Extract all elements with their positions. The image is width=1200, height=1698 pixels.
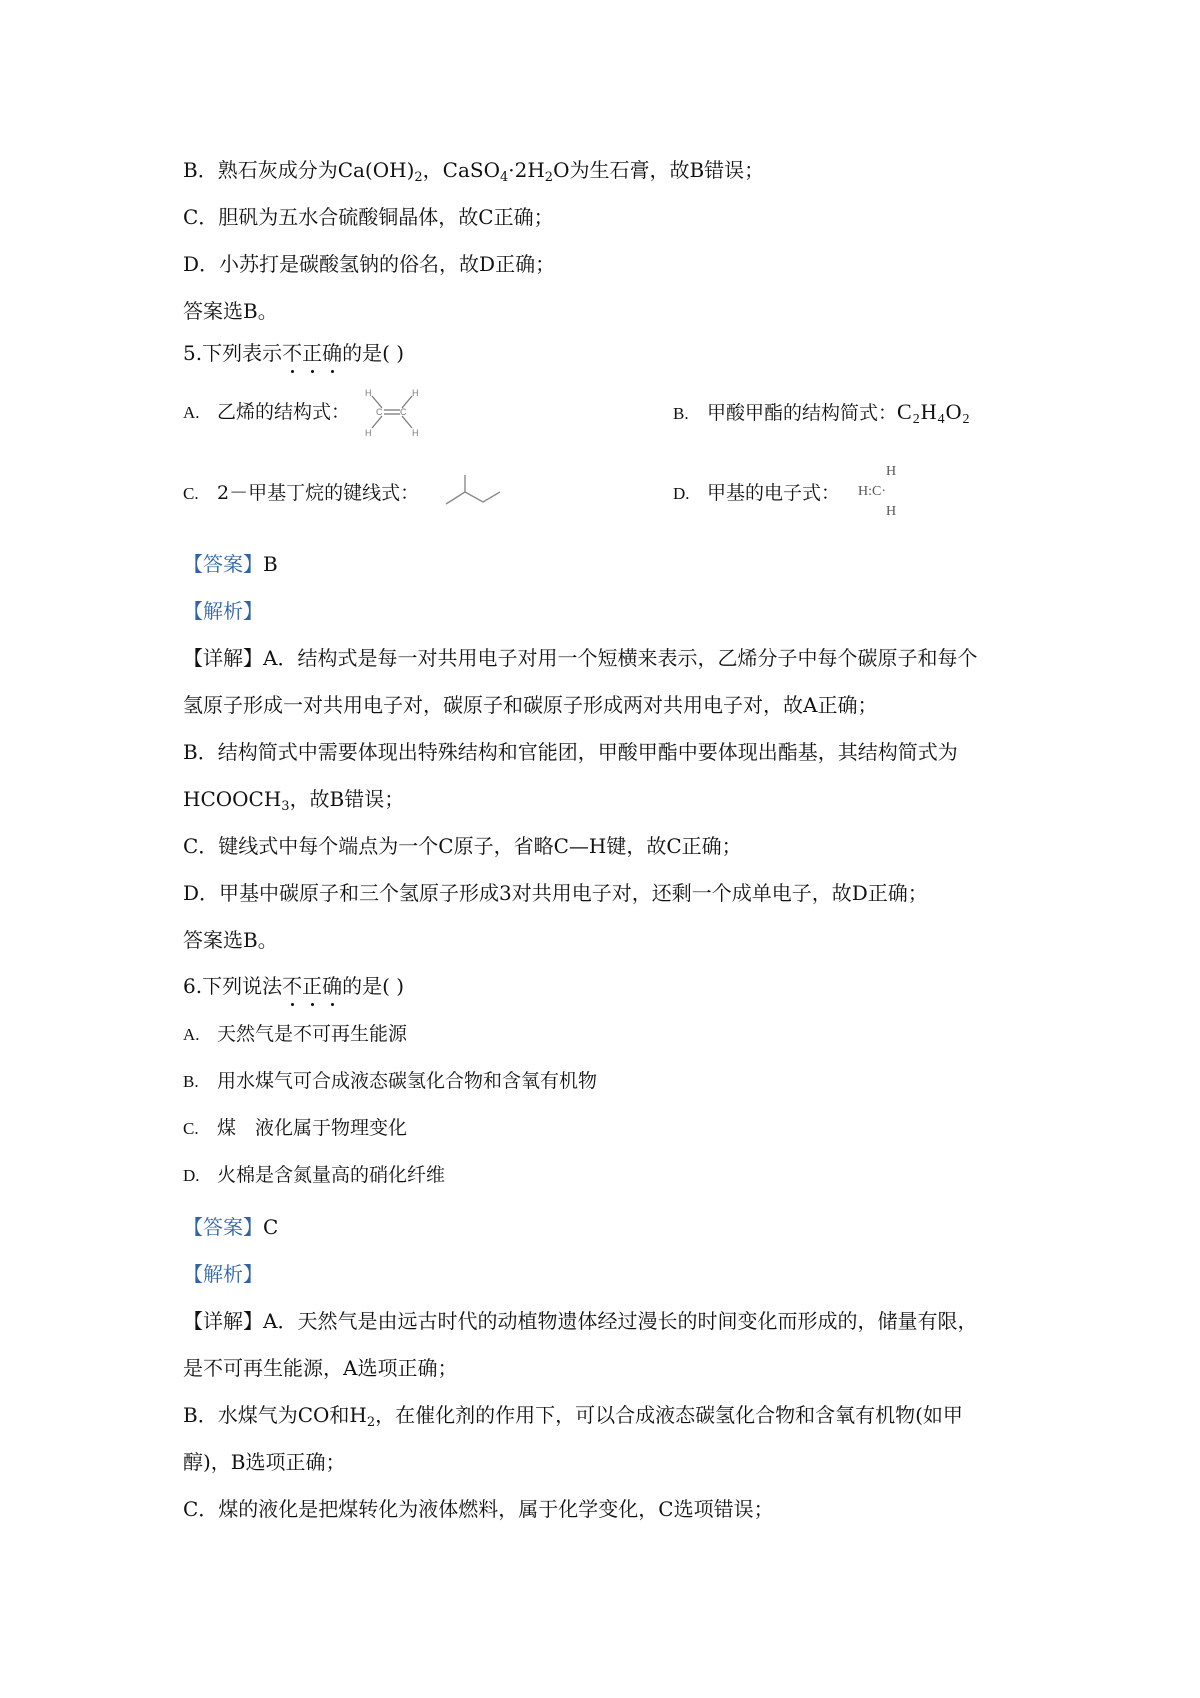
q6-detail-line-4: 醇)，B选项正确； (183, 1450, 346, 1474)
svg-text:C: C (400, 407, 407, 417)
q5-detail-line-3: B．结构简式中需要体现出特殊结构和官能团，甲酸甲酯中要体现出酯基，其结构简式为 (183, 740, 958, 764)
q4-option-d-explanation: D．小苏打是碳酸氢钠的俗名，故D正确； (183, 252, 556, 276)
svg-text:C: C (376, 407, 383, 417)
answer-tag: 【答案】 (183, 1215, 263, 1239)
q5-detail-line-4: $HCOOCH_3$，故B错误； (183, 787, 405, 814)
answer-tag: 【答案】 (183, 552, 263, 576)
q5-answer: 【答案】B (183, 552, 278, 576)
q6-option-a: A. 天然气是不可再生能源 (183, 1023, 408, 1045)
q5-detail-line-6: D．甲基中碳原子和三个氢原子形成3对共用电子对，还剩一个成单电子，故D正确； (183, 881, 928, 905)
detail-tag: 【详解】 (183, 1309, 263, 1333)
emphasis-dot-char: 正 (302, 341, 323, 365)
q5-stem: 5.下列表示不正确的是( ) (183, 341, 405, 365)
q6-detail-line-2: 是不可再生能源，A选项正确； (183, 1356, 458, 1380)
analysis-tag: 【解析】 (183, 1262, 263, 1286)
q5-detail-line-1: 【详解】A．结构式是每一对共用电子对用一个短横来表示，乙烯分子中每个碳原子和每个 (183, 646, 978, 670)
q5-answer-conclusion: 答案选B。 (183, 928, 278, 952)
svg-text:H: H (365, 428, 372, 438)
methylbutane-skeletal-formula-image (443, 472, 503, 510)
q4-answer-conclusion: 答案选B。 (183, 299, 278, 323)
svg-text:H: H (412, 388, 419, 398)
electron-formula-top-h: H (885, 464, 897, 479)
q5-option-d: D. 甲基的电子式： (673, 482, 841, 504)
q6-option-b: B. 用水煤气可合成液态碳氢化合物和含氧有机物 (183, 1070, 598, 1092)
methyl-electron-formula-image (858, 462, 910, 524)
q5-option-a: A. 乙烯的结构式： (183, 401, 351, 423)
detail-tag: 【详解】 (183, 646, 263, 670)
q5-analysis-heading (183, 597, 263, 625)
ethylene-structural-formula-image (356, 384, 430, 440)
q6-detail-line-5: C．煤的液化是把煤转化为液体燃料，属于化学变化，C选项错误； (183, 1497, 774, 1521)
molecular-formula: $C_2H_4O_2$ (897, 399, 971, 427)
q5-detail-line-5: C．键线式中每个端点为一个C原子，省略C—H键，故C正确； (183, 834, 742, 858)
q6-stem: 6.下列说法不正确的是( ) (183, 974, 405, 998)
analysis-tag: 【解析】 (183, 599, 263, 623)
emphasis-dot-char: 不 (282, 974, 303, 998)
q4-option-c-explanation: C．胆矾为五水合硫酸铜晶体，故C正确； (183, 205, 554, 229)
emphasis-dot-char: 确 (322, 974, 343, 998)
q6-detail-line-3: B．水煤气为CO和$H_2$，在催化剂的作用下，可以合成液态碳氢化合物和含氧有机物(如甲 (183, 1403, 963, 1430)
q6-option-c: C. 煤 液化属于物理变化 (183, 1117, 408, 1139)
electron-formula-middle: H:C· (858, 484, 886, 499)
q6-detail-line-1: 【详解】A．天然气是由远古时代的动植物遗体经过漫长的时间变化而形成的，储量有限， (183, 1309, 978, 1333)
svg-text:H: H (412, 428, 419, 438)
q5-detail-line-2: 氢原子形成一对共用电子对，碳原子和碳原子形成两对共用电子对，故A正确； (183, 693, 878, 717)
electron-formula-bottom-h: H (885, 504, 897, 519)
emphasis-dot-char: 不 (282, 341, 303, 365)
emphasis-dot-char: 确 (322, 341, 343, 365)
svg-text:H: H (365, 388, 372, 398)
q4-option-b-explanation: B．熟石灰成分为$Ca(OH)_2$，$CaSO_4\cdot 2H_2O$为生石膏，故B错误； (183, 158, 765, 185)
emphasis-dot-char: 正 (302, 974, 323, 998)
q6-option-d: D. 火棉是含氮量高的硝化纤维 (183, 1164, 446, 1186)
q6-analysis-heading (183, 1260, 263, 1288)
q5-option-b: B. 甲酸甲酯的结构简式：$C_2H_4O_2$ (673, 399, 971, 427)
q5-option-c: C. 2－甲基丁烷的键线式： (183, 482, 420, 504)
q6-answer: 【答案】C (183, 1215, 279, 1239)
